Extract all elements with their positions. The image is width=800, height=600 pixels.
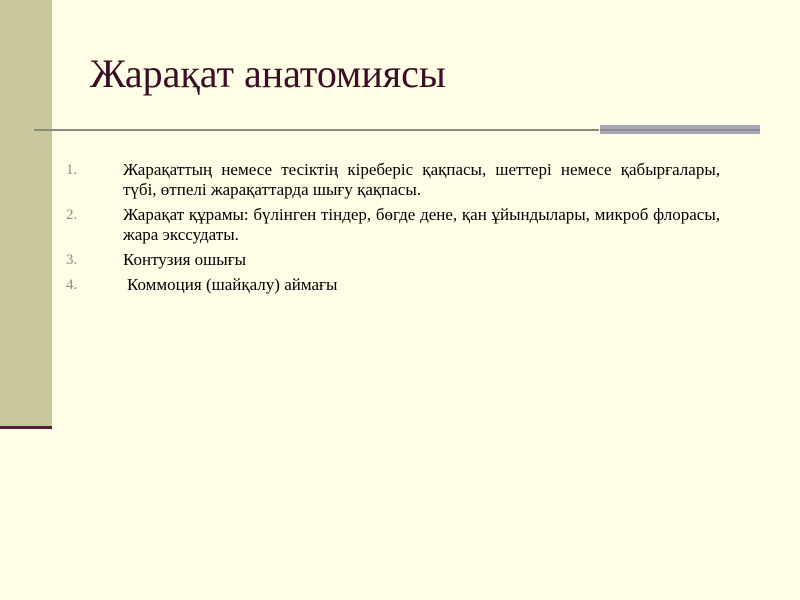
list-item-number: 1. — [66, 162, 78, 178]
list-item — [64, 205, 720, 245]
list-item-text: Коммоция (шайқалу) аймағы — [127, 275, 338, 294]
list-item — [64, 250, 720, 270]
title-divider — [34, 129, 599, 131]
list-item-number: 4. — [66, 277, 78, 293]
list-item — [64, 160, 720, 200]
list-item-number: 2. — [66, 207, 78, 223]
title-divider-accent-line — [600, 129, 760, 131]
list-item-text: Жарақаттың немесе тесіктің кіреберіс қақпасы, шеттері немесе қабырғалары, түбі, өтпелі жарақаттарда шығу қақпасы. — [123, 160, 720, 199]
content-list — [64, 160, 720, 300]
list-item — [64, 275, 720, 295]
left-decor-bar — [0, 0, 52, 426]
slide-title: Жарақат анатомиясы — [90, 51, 446, 96]
list-item-text: Контузия ошығы — [123, 250, 247, 269]
list-item-number: 3. — [66, 252, 78, 268]
list-item-text: Жарақат құрамы: бүлінген тіндер, бөгде дене, қан ұйындылары, микроб флорасы, жара экссудаты. — [123, 205, 720, 244]
left-decor-bar-edge — [0, 426, 52, 429]
